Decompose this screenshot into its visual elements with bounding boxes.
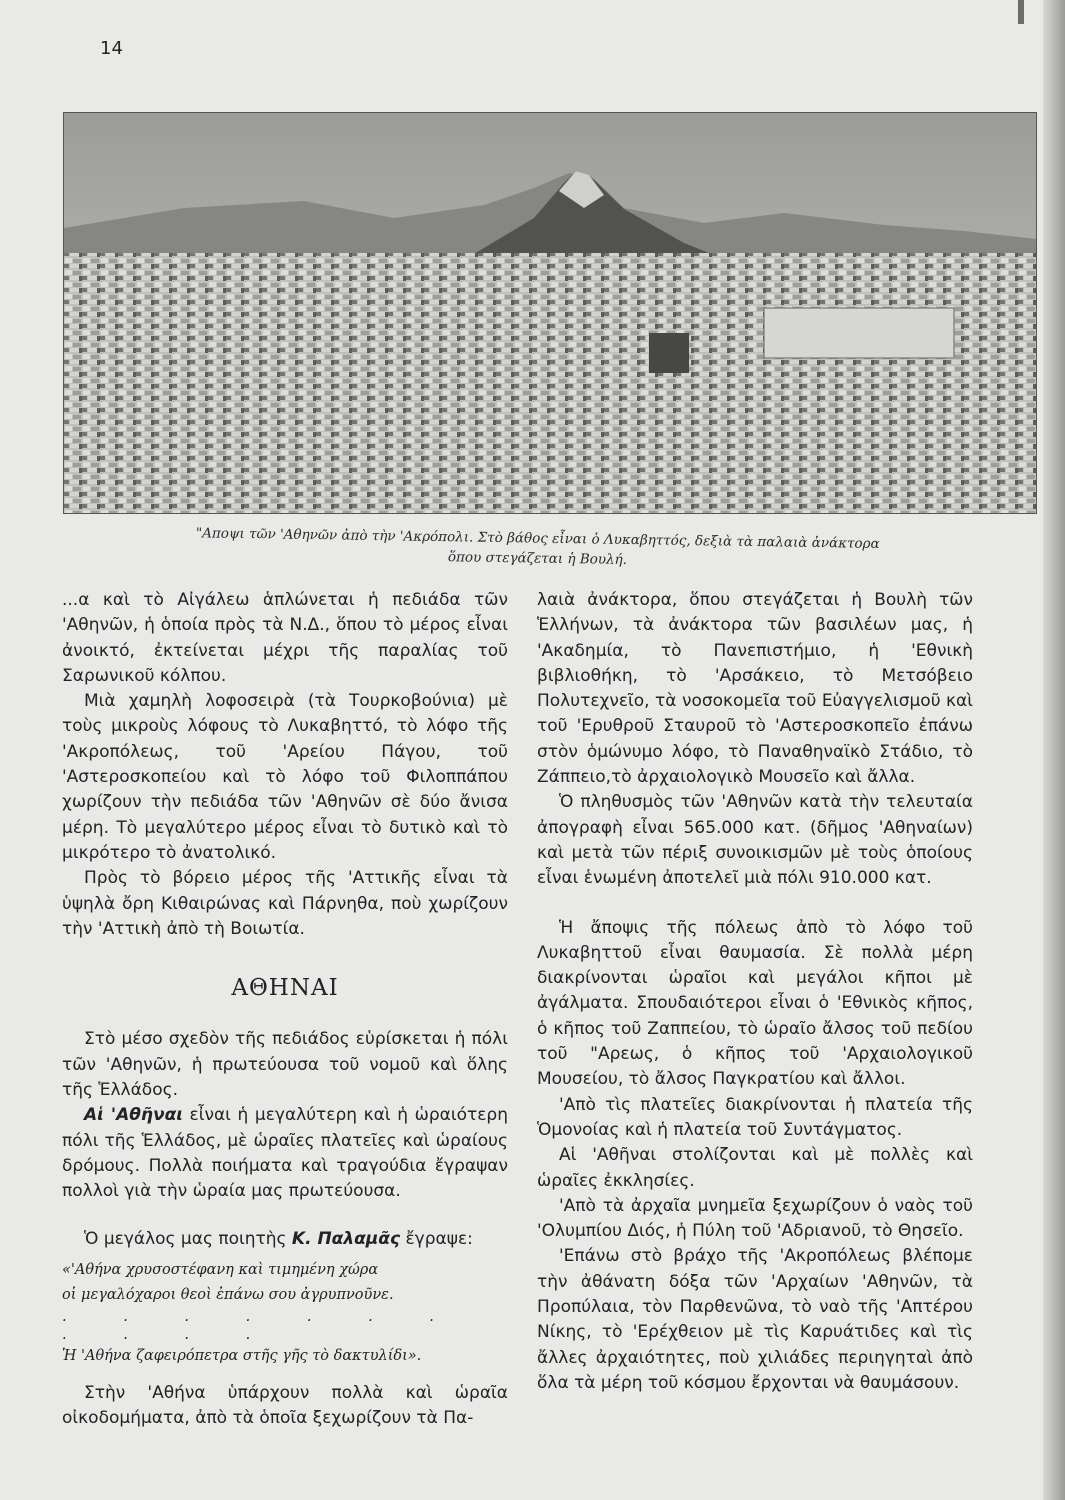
- paragraph: 'Επάνω στὸ βράχο τῆς 'Ακροπόλεως βλέπομε τὴν ἀθάνατη δόξα τῶν 'Αρχαίων 'Αθηνῶν, τὰ Προπύλαια, τὸν Παρθενῶνα, τὸ ναὸ τῆς 'Απτέρου Νίκης, τὸ 'Ερέχθειον μὲ τὶς Καρυάτιδες καὶ τὶς ἄλλες ἀρχαιότητες, ποὺ χιλιάδες περιηγηταὶ ἀπὸ ὅλα τὰ μέρη τοῦ κόσμου ἔρχονται νὰ θαυμάσουν.: [537, 1246, 973, 1393]
- paragraph: 'Απὸ τὰ ἀρχαῖα μνημεῖα ξεχωρίζουν ὁ ναὸς τοῦ 'Ολυμπίου Διός, ἡ Πύλη τοῦ 'Αδριανοῦ, τὸ Θησεῖο.: [537, 1195, 973, 1242]
- emphasis: Αἱ 'Αθῆναι: [84, 1105, 183, 1126]
- photo-tint: [64, 253, 1036, 513]
- paragraph: ...α καὶ τὸ Αἰγάλεω ἁπλώνεται ἡ πεδιάδα τῶν 'Αθηνῶν, ἡ ὁποία πρὸς τὰ Ν.Δ., ὅπου τὸ μέρος εἶναι ἀνοικτό, ἐκτείνεται μέχρι τῆς παραλίας τοῦ Σαρωνικοῦ κόλπου.: [62, 590, 508, 686]
- paragraph: λαιὰ ἀνάκτορα, ὅπου στεγάζεται ἡ Βουλὴ τῶν Ἑλλήνων, τὰ ἀνάκτορα τῶν βασιλέων μας, ἡ 'Ακαδημία, τὸ Πανεπιστήμιο, ἡ 'Εθνικὴ βιβλιοθήκη, τὸ 'Αρσάκειο, τὸ Μετσόβειο Πολυτεχνεῖο, τὰ νοσοκομεῖα τοῦ Εὐαγγελισμοῦ καὶ τοῦ 'Ερυθροῦ Σταυροῦ τὸ 'Αστεροσκοπεῖο ἐπάνω στὸν ὁμώνυμο λόφο, τὸ Παναθηναϊκὸ Στάδιο, τὸ Ζάππειο,τὸ ἀρχαιολογικὸ Μουσεῖο καὶ ἄλλα.: [537, 590, 973, 788]
- right-column: [537, 588, 973, 1396]
- photo-illustration: [64, 113, 1036, 513]
- paragraph: Πρὸς τὸ βόρειο μέρος τῆς 'Αττικῆς εἶναι τὰ ὑψηλὰ ὄρη Κιθαιρώνας καὶ Πάρνηθα, ποὺ χωρίζουν τὴν 'Αττικὴ ἀπὸ τὴ Βοιωτία.: [62, 868, 508, 939]
- paragraph-text: Ὁ μεγάλος μας ποιητὴς: [84, 1228, 292, 1249]
- paragraph: [62, 1227, 508, 1252]
- paragraph: Ἡ ἄποψις τῆς πόλεως ἀπὸ τὸ λόφο τοῦ Λυκαβηττοῦ εἶναι θαυμασία. Σὲ πολλὰ μέρη διακρίνονται ὡραῖοι καὶ μεγάλοι κῆποι μὲ ἀγάλματα. Σπουδαιότεροι εἶναι ὁ 'Εθνικὸς κῆπος, ὁ κῆπος τοῦ Ζαππείου, τὸ ὡραῖο ἄλσος τοῦ πεδίου τοῦ "Αρεως, ὁ κῆπος τοῦ 'Αρχαιολογικοῦ Μουσείου, τὸ ἄλσος Παγκρατίου καὶ ἄλλοι.: [537, 917, 973, 1090]
- poem-line: οἱ μεγαλόχαροι θεοὶ ἐπάνω σου ἀγρυπνοῦνε.: [62, 1286, 394, 1303]
- section-heading: ΑΘΗΝΑΙ: [231, 975, 339, 1002]
- athens-panorama-photo: [63, 112, 1037, 514]
- poem-line: «'Αθήνα χρυσοστέφανη καὶ τιμημένη χώρα: [62, 1261, 379, 1278]
- photo-caption: [117, 522, 958, 575]
- binding-mark: [1018, 0, 1024, 24]
- page-edge-shadow: [1043, 0, 1065, 1500]
- poem-line: Ἡ 'Αθήνα ζαφειρόπετρα στῆς γῆς τὸ δακτυλίδι».: [62, 1347, 422, 1364]
- paragraph: Στὴν 'Αθήνα ὑπάρχουν πολλὰ καὶ ὡραῖα οἰκοδομήματα, ἀπὸ τὰ ὁποῖα ξεχωρίζουν τὰ Πα-: [62, 1382, 508, 1429]
- page-number: 14: [100, 38, 123, 59]
- paragraph-text: εἶναι ἡ μεγαλύτερη καὶ ἡ ὡραιότερη πόλι τῆς Ἑλλάδος, μὲ ὡραῖες πλατεῖες καὶ ὡραίους δρόμους. Πολλὰ ποιήματα καὶ τραγούδια ἔγραψαν πολλοὶ γιὰ τὴν ὡραία μας πρωτεύουσα.: [62, 1105, 508, 1202]
- poem-ellipsis: . . . . . . . . . . .: [62, 1308, 460, 1343]
- paragraph: Μιὰ χαμηλὴ λοφοσειρὰ (τὰ Τουρκοβούνια) μὲ τοὺς μικροὺς λόφους τὸ Λυκαβηττό, τὸ λόφο τῆς 'Ακροπόλεως, τοῦ 'Αρείου Πάγου, τοῦ 'Αστεροσκοπείου καὶ τὸ λόφο τοῦ Φιλοππάπου χωρίζουν τὴν πεδιάδα τῶν 'Αθηνῶν σὲ δύο ἄνισα μέρη. Τὸ μεγαλύτερο μέρος εἶναι τὸ δυτικὸ καὶ τὸ μικρότερο τὸ ἀνατολικό.: [62, 691, 508, 863]
- poet-name: Κ. Παλαμᾶς: [291, 1228, 401, 1249]
- poem-quote: [62, 1258, 508, 1369]
- paragraph: Στὸ μέσο σχεδὸν τῆς πεδιάδος εὑρίσκεται ἡ πόλι τῶν 'Αθηνῶν, ἡ πρωτεύουσα τοῦ νομοῦ καὶ ὅλης τῆς Ἑλλάδος.: [62, 1029, 508, 1101]
- paragraph: [62, 1103, 508, 1204]
- caption-line-2: ὅπου στεγάζεται ἡ Βουλή.: [447, 549, 628, 568]
- paragraph-text: ἔγραψε:: [400, 1228, 473, 1249]
- caption-line-1: "Αποψι τῶν 'Αθηνῶν ἀπὸ τὴν 'Ακρόπολι. Στὸ βάθος εἶναι ὁ Λυκαβηττός, δεξιὰ τὰ παλαιὰ ἀνάκτορα: [195, 525, 880, 552]
- left-column: [62, 588, 508, 1431]
- paragraph: Ὁ πληθυσμὸς τῶν 'Αθηνῶν κατὰ τὴν τελευταία ἀπογραφὴ εἶναι 565.000 κατ. (δῆμος 'Αθηναίων) καὶ μετὰ τῶν πέριξ συνοικισμῶν μὲ τοὺς ὁποίους εἶναι ἑνωμένη ἀποτελεῖ μιὰ πόλι 910.000 κατ.: [537, 792, 973, 889]
- paragraph: 'Απὸ τὶς πλατεῖες διακρίνονται ἡ πλατεία τῆς Ὁμονοίας καὶ ἡ πλατεία τοῦ Συντάγματος.: [537, 1094, 973, 1140]
- paragraph: Αἱ 'Αθῆναι στολίζονται καὶ μὲ πολλὲς καὶ ὡραῖες ἐκκλησίες.: [537, 1145, 973, 1191]
